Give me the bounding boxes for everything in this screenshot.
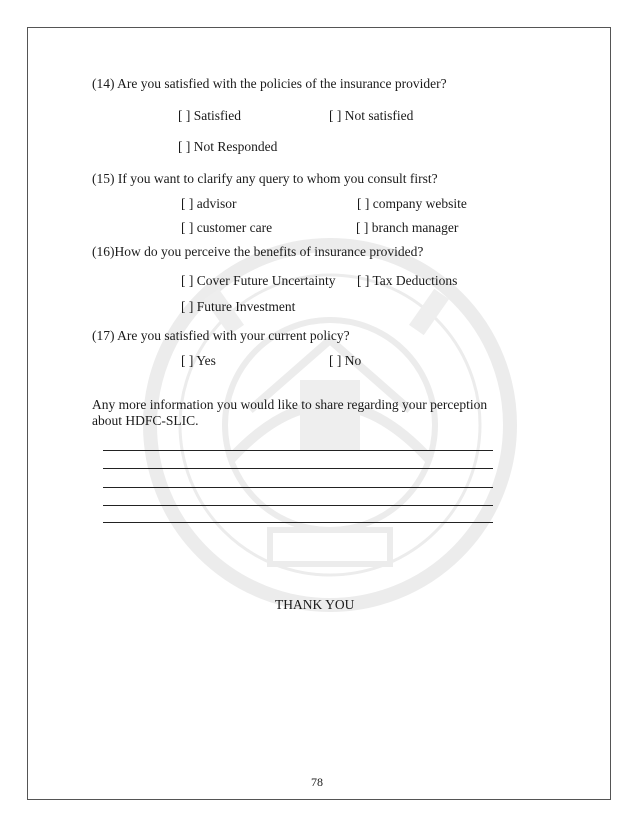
- answer-line[interactable]: [103, 522, 493, 523]
- q15-option-advisor[interactable]: [ ] advisor: [181, 196, 237, 211]
- question-17: (17) Are you satisfied with your current policy?: [92, 328, 350, 343]
- q14-option-not-satisfied[interactable]: [ ] Not satisfied: [329, 108, 414, 123]
- q16-option-cover-future-uncertainty[interactable]: [ ] Cover Future Uncertainty: [181, 273, 336, 288]
- q15-option-branch-manager[interactable]: [ ] branch manager: [356, 220, 459, 235]
- question-15: (15) If you want to clarify any query to whom you consult first?: [92, 171, 438, 186]
- answer-line[interactable]: [103, 468, 493, 469]
- q14-option-satisfied[interactable]: [ ] Satisfied: [178, 108, 241, 123]
- q17-option-yes[interactable]: [ ] Yes: [181, 353, 216, 368]
- thank-you-text: THANK YOU: [275, 597, 355, 612]
- feedback-prompt-line-2: about HDFC-SLIC.: [92, 413, 199, 428]
- q16-option-tax-deductions[interactable]: [ ] Tax Deductions: [357, 273, 458, 288]
- q17-option-no[interactable]: [ ] No: [329, 353, 362, 368]
- page-number: 78: [311, 775, 323, 789]
- q16-option-future-investment[interactable]: [ ] Future Investment: [181, 299, 296, 314]
- feedback-prompt-line-1: Any more information you would like to share regarding your perception: [92, 397, 488, 412]
- q15-option-customer-care[interactable]: [ ] customer care: [181, 220, 273, 235]
- answer-line[interactable]: [103, 450, 493, 451]
- answer-line[interactable]: [103, 505, 493, 506]
- q14-option-not-responded[interactable]: [ ] Not Responded: [178, 139, 278, 154]
- answer-line[interactable]: [103, 487, 493, 488]
- q15-option-company-website[interactable]: [ ] company website: [357, 196, 467, 211]
- question-16: (16)How do you perceive the benefits of insurance provided?: [92, 244, 424, 259]
- question-14: (14) Are you satisfied with the policies of the insurance provider?: [92, 76, 447, 91]
